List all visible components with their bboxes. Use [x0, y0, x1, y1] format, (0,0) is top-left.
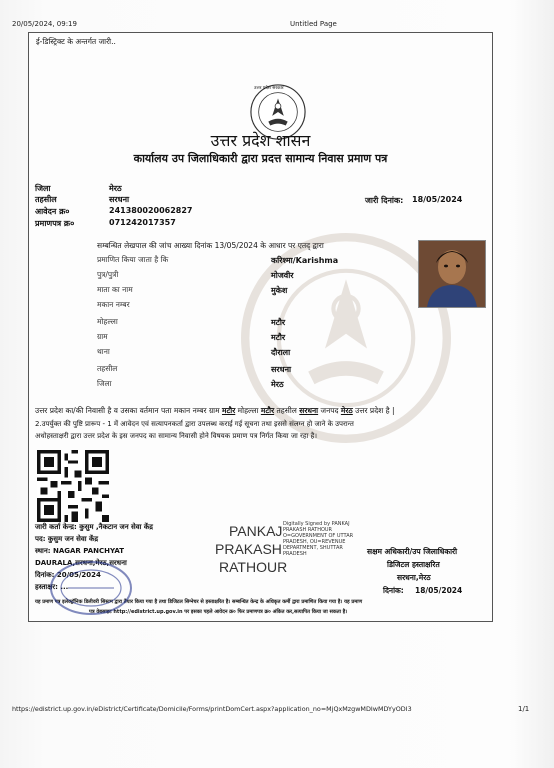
- issue-date: 18/05/2024: [412, 195, 463, 204]
- footnote-line-1: यह प्रमाण पत्र इलेक्ट्रॉनिक डिलीवरी सिस्टम द्वारा तैयार किया गया है तथा डिजिटल सिग्नेचर से हस्ताक्षरित है। सम्बन्धित केन्द्र के अधिकृत कर्मी द्वारा प्रमाणित किया गया है। यह प्रमाण: [35, 599, 363, 605]
- detail-mother-value: मुकेश: [271, 286, 288, 295]
- detail-label: माता का नाम: [97, 285, 133, 294]
- detail-label: तहसील: [97, 364, 118, 373]
- detail-father-value: मोजवीर: [271, 271, 294, 280]
- meta-district-value: मेरठ: [109, 184, 122, 193]
- meta-application-value: 241380020062827: [109, 206, 193, 215]
- emblem-text: उत्तर प्रदेश सरकार: [254, 86, 284, 91]
- detail-mohalla-value: मटौर: [271, 318, 286, 327]
- print-page-title: Untitled Page: [290, 20, 337, 28]
- detail-village-value: मटौर: [271, 333, 286, 342]
- issuer-center: जारी कर्ता केन्द्र: कुसुम ,नैकटान जन सेवा केंद्र: [35, 523, 154, 531]
- issuer-place-2: DAURALA,सरधना,मेरठ,सरधना: [35, 559, 127, 567]
- meta-certificate-label: प्रमाणपत्र क्र०: [35, 219, 75, 228]
- authority-digital-signed: डिजिटल हस्ताक्षरित: [387, 560, 440, 569]
- digital-signature-details: Digitally Signed by PANKAJ PRAKASH RATHOUR O=GOVERNMENT OF UTTAR PRADESH, OU=REVENUE DEPARTMENT, SHUTTAR PRADESH: [283, 521, 354, 557]
- applicant-photo: [418, 240, 486, 308]
- issued-under-note: ई-डिस्ट्रिक्ट के अन्तर्गत जारी..: [36, 37, 116, 46]
- signer-name-line-2: PRAKASH: [215, 541, 282, 557]
- detail-name-value: करिश्मा/Karishma: [271, 256, 339, 265]
- signer-name-line-3: RATHOUR: [219, 559, 288, 575]
- detail-label: जिला: [97, 379, 112, 388]
- issuer-post: पद: कुसुम जन सेवा केंद्र: [35, 535, 99, 543]
- authority-designation: सक्षम अधिकारी/उप जिलाधिकारी: [367, 547, 458, 556]
- confirmation-line-1: 2.उपर्युक्त की पुष्टि प्रारूप - 1 में आवेदन एवं सत्यापनकर्ता द्वारा उपलब्ध कराई गई सूचना तथा इससे संलग्न हो जाने के उपरान्त: [35, 420, 354, 428]
- meta-certificate-value: 071242017357: [109, 218, 176, 227]
- issuer-signature: हस्ताक्षर: ...: [35, 583, 69, 591]
- signer-name-line-1: PANKAJ: [229, 523, 283, 539]
- meta-application-label: आवेदन क्र०: [35, 207, 70, 216]
- confirmation-line-2: अधोहस्ताक्षरी द्वारा उत्तर प्रदेश के इस जनपद का सामान्य निवासी होने विषयक प्रमाण पत्र निर्गत किया जा रहा है।: [35, 432, 318, 440]
- government-heading: उत्तर प्रदेश शासन: [210, 131, 311, 150]
- authority-date-label: दिनांक:: [383, 586, 404, 595]
- verification-intro: सम्बन्धित लेखपाल की जांच आख्या दिनांक 13/05/2024 के आधार पर एतद् द्वारा: [97, 241, 324, 250]
- meta-tehsil-label: तहसील: [35, 195, 57, 204]
- person-photo-icon: [419, 241, 485, 307]
- detail-label: ग्राम: [97, 332, 108, 341]
- detail-label: थाना: [97, 347, 110, 356]
- qr-code-icon: [37, 450, 109, 522]
- certificate: [28, 32, 493, 622]
- issue-date-label: जारी दिनांक:: [365, 196, 404, 205]
- detail-label: मकान नम्बर: [97, 300, 130, 309]
- authority-date: 18/05/2024: [415, 586, 463, 595]
- residence-statement: उत्तर प्रदेश का/की निवासी है व उसका वर्तमान पता मकान नम्बर ग्राम मटौर मोहल्ला मटौर तहसील सरधना जनपद मेरठ उत्तर प्रदेश है |: [35, 406, 395, 415]
- detail-district-value: मेरठ: [271, 380, 284, 389]
- detail-label: प्रमाणित किया जाता है कि: [97, 255, 169, 264]
- detail-tehsil-value: सरधना: [271, 365, 292, 374]
- meta-district-label: जिला: [35, 184, 51, 193]
- office-stamp-icon: [48, 558, 134, 618]
- footnote-line-2: पत्र वेबसाइट http://edistrict.up.gov.in पर इसका पहले आवेदन क्र० फिर प्रमाणपत्र क्र० अंकित कर,सत्यापित किया जा सकता है।: [89, 609, 348, 615]
- detail-thana-value: दौराला: [271, 348, 291, 357]
- meta-tehsil-value: सरधना: [109, 195, 130, 204]
- certificate-title: कार्यालय उप जिलाधिकारी द्वारा प्रदत्त सामान्य निवास प्रमाण पत्र: [133, 152, 388, 165]
- page-number: 1/1: [518, 705, 530, 713]
- issuer-place: स्थान: NAGAR PANCHYAT: [35, 547, 125, 555]
- print-datetime: 20/05/2024, 09:19: [12, 20, 77, 28]
- issuer-date: दिनांक: 20/05/2024: [35, 571, 101, 579]
- page-url: https://edistrict.up.gov.in/eDistrict/Certificate/Domicile/Forms/printDomCert.aspx?application_no=MjQxMzgwMDIwMDYyODI3: [12, 705, 412, 713]
- authority-office: सरधना,मेरठ: [397, 573, 431, 582]
- detail-label: मोहल्ला: [97, 317, 118, 326]
- detail-label: पुत्र/पुत्री: [97, 270, 119, 279]
